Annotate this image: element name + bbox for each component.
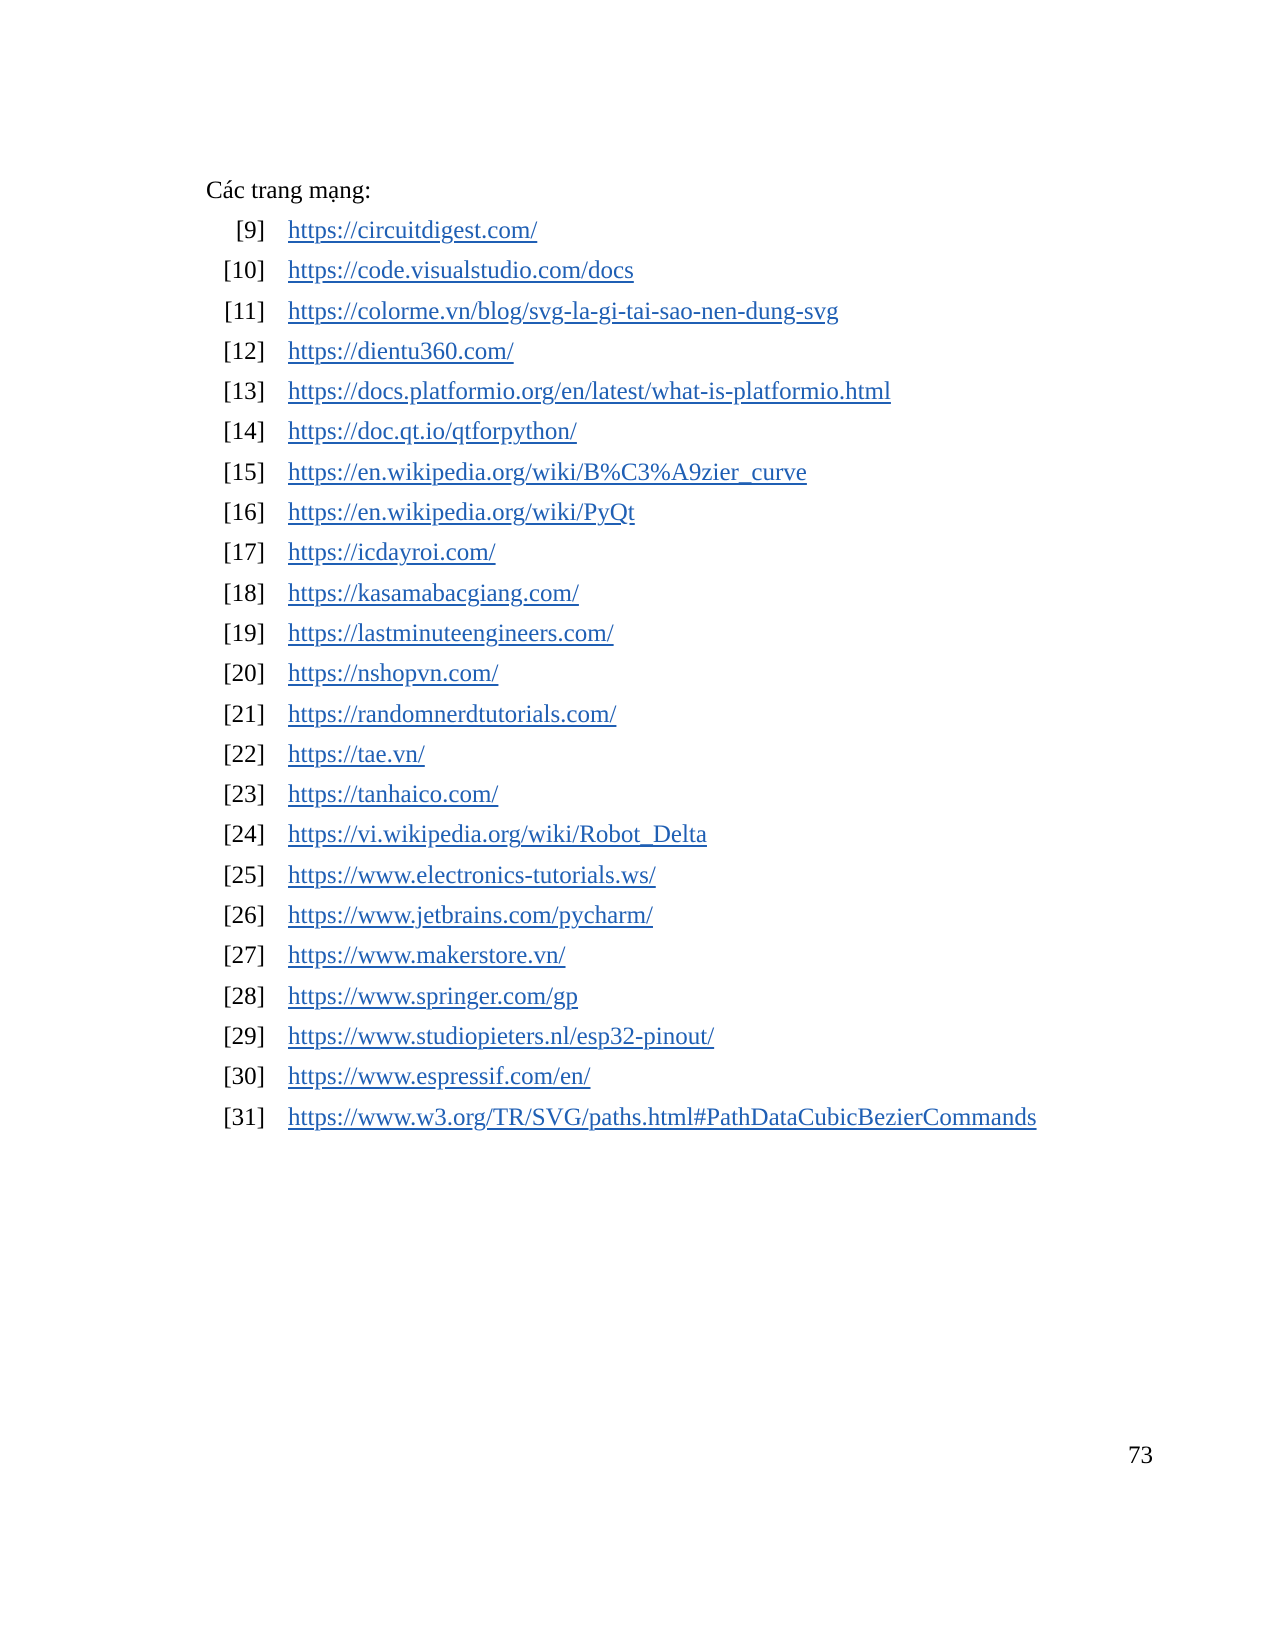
reference-number: [14] [223,418,265,446]
reference-item [206,297,1037,337]
reference-list [206,216,1037,1143]
page-number: 73 [1128,1442,1153,1469]
reference-link[interactable]: https://tae.vn/ [288,740,425,768]
reference-item [206,619,1037,659]
reference-number: [16] [223,499,265,527]
reference-item [206,1022,1037,1062]
reference-link[interactable]: https://www.studiopieters.nl/esp32-pinout/ [288,1022,715,1050]
reference-number: [10] [223,257,265,285]
reference-number: [9] [235,217,265,244]
reference-item [206,337,1037,377]
reference-link[interactable]: https://en.wikipedia.org/wiki/B%C3%A9zier_curve [288,458,807,486]
reference-link[interactable]: https://www.w3.org/TR/SVG/paths.html#PathDataCubicBezierCommands [288,1103,1037,1131]
reference-item [206,740,1037,780]
section-heading: Các trang mạng: [206,177,372,204]
reference-item [206,861,1037,901]
reference-number: [11] [224,297,265,325]
reference-number: [19] [223,619,265,647]
reference-number: [15] [223,458,265,486]
reference-link[interactable]: https://circuitdigest.com/ [288,217,538,244]
reference-link[interactable]: https://colorme.vn/blog/svg-la-gi-tai-sao-nen-dung-svg [288,297,839,325]
reference-number: [24] [223,821,265,849]
reference-item [206,579,1037,619]
reference-link[interactable]: https://www.springer.com/gp [288,982,579,1010]
reference-link[interactable]: https://randomnerdtutorials.com/ [288,700,617,728]
reference-item [206,901,1037,941]
reference-link[interactable]: https://lastminuteengineers.com/ [288,619,614,647]
reference-item [206,1103,1037,1143]
reference-item [206,700,1037,740]
reference-number: [31] [223,1103,265,1131]
reference-link[interactable]: https://code.visualstudio.com/docs [288,257,634,285]
reference-number: [13] [223,378,265,406]
reference-link[interactable]: https://www.espressif.com/en/ [288,1063,591,1091]
reference-item [206,458,1037,498]
reference-item [206,498,1037,538]
reference-number: [29] [223,1022,265,1050]
reference-item [206,659,1037,699]
reference-number: [22] [223,740,265,768]
reference-item [206,941,1037,981]
reference-number: [27] [223,942,265,970]
reference-link[interactable]: https://www.makerstore.vn/ [288,942,566,970]
reference-item [206,1062,1037,1102]
reference-link[interactable]: https://en.wikipedia.org/wiki/PyQt [288,499,635,527]
reference-item [206,377,1037,417]
reference-number: [23] [223,781,265,809]
reference-link[interactable]: https://kasamabacgiang.com/ [288,579,579,607]
reference-link[interactable]: https://dientu360.com/ [288,337,514,365]
reference-link[interactable]: https://tanhaico.com/ [288,781,499,809]
reference-item [206,780,1037,820]
reference-link[interactable]: https://www.electronics-tutorials.ws/ [288,861,656,889]
reference-link[interactable]: https://vi.wikipedia.org/wiki/Robot_Delta [288,821,707,849]
reference-item [206,982,1037,1022]
reference-number: [18] [223,579,265,607]
reference-number: [25] [223,861,265,889]
reference-item [206,538,1037,578]
reference-item [206,417,1037,457]
reference-link[interactable]: https://doc.qt.io/qtforpython/ [288,418,577,446]
reference-link[interactable]: https://docs.platformio.org/en/latest/what-is-platformio.html [288,378,891,406]
reference-item [206,216,1037,256]
reference-number: [30] [223,1063,265,1091]
reference-number: [26] [223,902,265,930]
reference-item [206,256,1037,296]
reference-number: [21] [223,700,265,728]
reference-link[interactable]: https://nshopvn.com/ [288,660,499,688]
reference-item [206,820,1037,860]
reference-link[interactable]: https://icdayroi.com/ [288,539,496,567]
reference-link[interactable]: https://www.jetbrains.com/pycharm/ [288,902,653,930]
reference-number: [12] [223,337,265,365]
reference-number: [20] [223,660,265,688]
reference-number: [17] [223,539,265,567]
reference-number: [28] [223,982,265,1010]
